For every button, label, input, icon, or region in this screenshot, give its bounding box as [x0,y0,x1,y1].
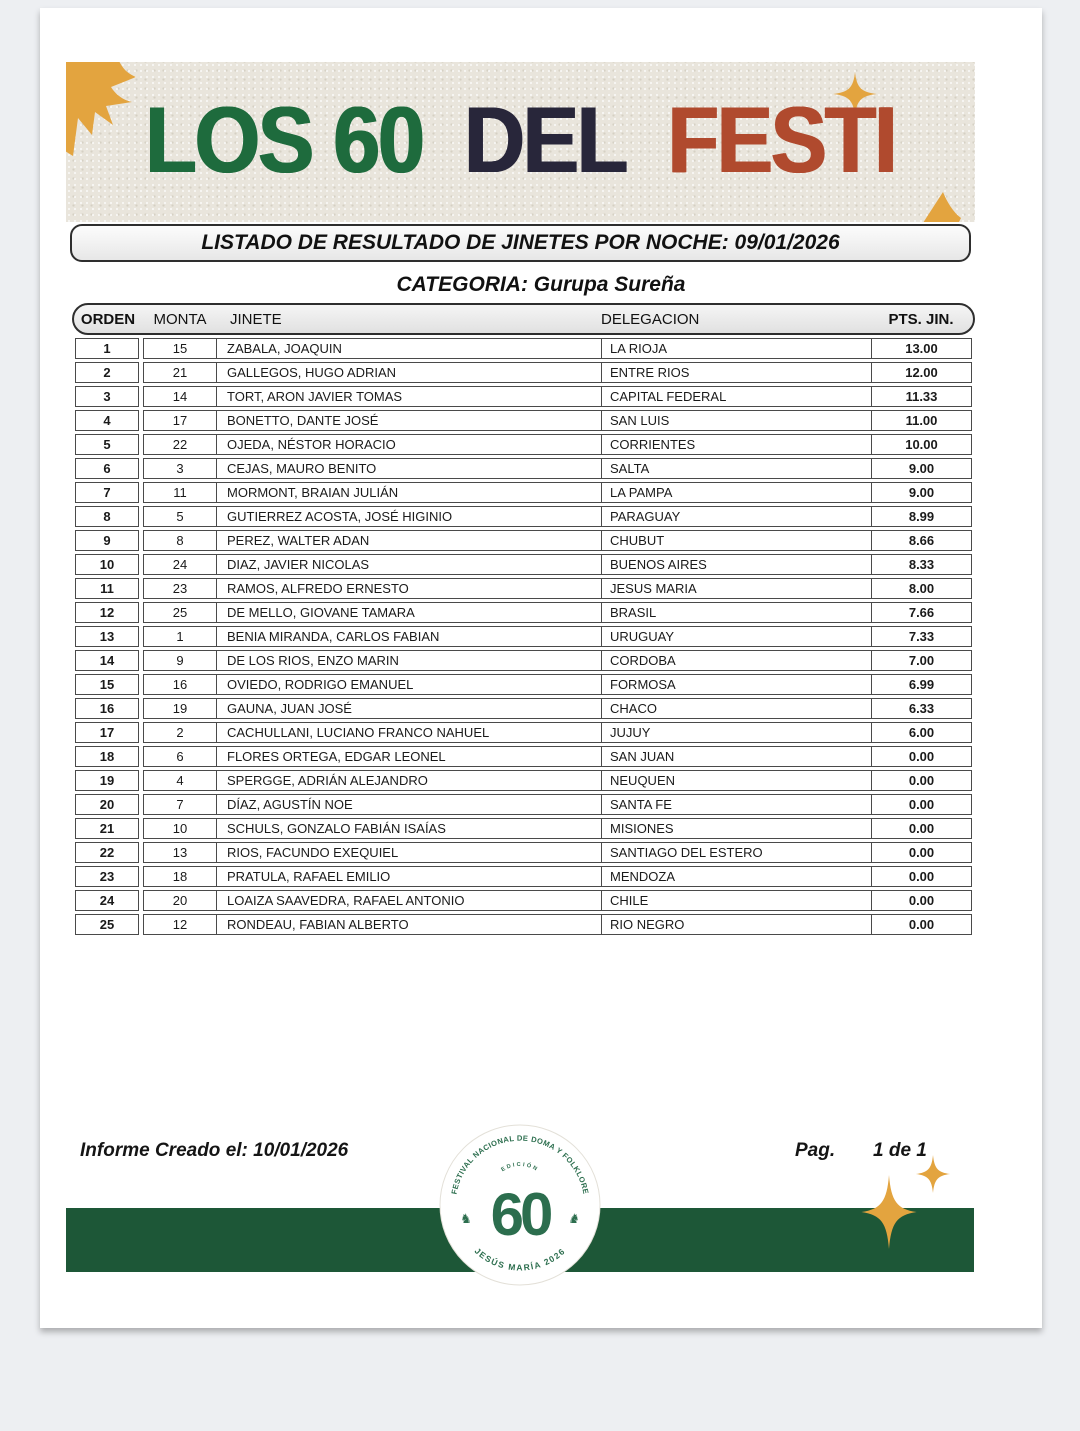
cell-monta: 13 [172,845,188,860]
cell-orden: 21 [75,818,139,839]
cell-orden: 5 [75,434,139,455]
table-row [75,890,972,911]
cell-pts-jin: 6.00 [871,723,971,742]
cell-delegacion: CHACO [601,699,871,718]
cell-pts-jin: 11.00 [871,411,971,430]
category-line: CATEGORIA: Gurupa Sureña [396,273,686,296]
cell-monta: 4 [176,773,184,788]
cell-orden: 15 [75,674,139,695]
cell-monta: 17 [172,413,188,428]
row-group [143,434,972,455]
cell-pts-jin: 0.00 [871,795,971,814]
table-row [75,842,972,863]
cell-monta: 14 [172,389,188,404]
row-group [143,362,972,383]
cell-pts-jin: 8.33 [871,555,971,574]
cell-jinete: RAMOS, ALFREDO ERNESTO [216,579,601,598]
cell-jinete: CEJAS, MAURO BENITO [216,459,601,478]
cell-jinete: BENIA MIRANDA, CARLOS FABIAN [216,627,601,646]
table-row [75,410,972,431]
cell-jinete: DÍAZ, AGUSTÍN NOE [216,795,601,814]
cell-jinete: SPERGGE, ADRIÁN ALEJANDRO [216,771,601,790]
cell-delegacion: URUGUAY [601,627,871,646]
cell-orden: 20 [75,794,139,815]
cell-jinete: MORMONT, BRAIAN JULIÁN [216,483,601,502]
cell-jinete: PEREZ, WALTER ADAN [216,531,601,550]
cell-monta: 8 [176,533,184,548]
cell-orden: 16 [75,698,139,719]
row-group [143,506,972,527]
cell-orden: 12 [75,602,139,623]
cell-jinete: RIOS, FACUNDO EXEQUIEL [216,843,601,862]
report-subtitle: LISTADO DE RESULTADO DE JINETES POR NOCHE: 09/01/2026 [201,231,840,254]
cell-monta: 25 [172,605,188,620]
table-row [75,530,972,551]
cell-delegacion: LA RIOJA [601,339,871,358]
table-row [75,698,972,719]
cell-orden: 9 [75,530,139,551]
title-festi: FESTI [667,86,896,193]
cell-monta: 18 [172,869,188,884]
cell-jinete: DE MELLO, GIOVANE TAMARA [216,603,601,622]
cell-monta: 11 [173,485,187,500]
cell-monta: 15 [172,341,188,356]
cell-pts-jin: 12.00 [871,363,971,382]
table-row [75,362,972,383]
cell-pts-jin: 0.00 [871,819,971,838]
report-subtitle-box [70,224,971,262]
table-row [75,818,972,839]
column-header-pts-jin: PTS. JIN. [888,310,954,328]
cell-jinete: CACHULLANI, LUCIANO FRANCO NAHUEL [216,723,601,742]
table-row [75,482,972,503]
cell-delegacion: FORMOSA [601,675,871,694]
cell-delegacion: JESUS MARIA [601,579,871,598]
cell-orden: 1 [75,338,139,359]
cell-jinete: TORT, ARON JAVIER TOMAS [216,387,601,406]
cell-monta: 10 [172,821,188,836]
cell-pts-jin: 9.00 [871,483,971,502]
cell-delegacion: MENDOZA [601,867,871,886]
table-row [75,458,972,479]
cell-jinete: OJEDA, NÉSTOR HORACIO [216,435,601,454]
cell-jinete: SCHULS, GONZALO FABIÁN ISAÍAS [216,819,601,838]
table-row [75,914,972,935]
cell-delegacion: SANTA FE [601,795,871,814]
row-group [143,410,972,431]
table-row [75,578,972,599]
row-group [143,698,972,719]
row-group [143,626,972,647]
cell-delegacion: LA PAMPA [601,483,871,502]
column-header-monta: MONTA [153,310,207,328]
row-group [143,674,972,695]
row-group [143,890,972,911]
cell-orden: 19 [75,770,139,791]
cell-pts-jin: 8.66 [871,531,971,550]
row-group [143,338,972,359]
cell-delegacion: SAN LUIS [601,411,871,430]
table-row [75,650,972,671]
table-row [75,434,972,455]
column-header-jinete: JINETE [230,310,282,328]
cell-orden: 13 [75,626,139,647]
row-group [143,458,972,479]
cell-jinete: FLORES ORTEGA, EDGAR LEONEL [216,747,601,766]
cell-delegacion: CORDOBA [601,651,871,670]
cell-delegacion: BRASIL [601,603,871,622]
cell-jinete: DE LOS RIOS, ENZO MARIN [216,651,601,670]
row-group [143,554,972,575]
cell-orden: 25 [75,914,139,935]
cell-pts-jin: 7.66 [871,603,971,622]
cell-jinete: ZABALA, JOAQUIN [216,339,601,358]
cell-delegacion: RIO NEGRO [601,915,871,934]
row-group [143,818,972,839]
table-row [75,506,972,527]
table-row [75,338,972,359]
cell-monta: 19 [172,701,188,716]
corner-decoration-icon [917,192,961,222]
row-group [143,578,972,599]
results-table [72,303,975,938]
report-created-date: Informe Creado el: 10/01/2026 [80,1140,349,1161]
row-group [143,914,972,935]
cell-orden: 2 [75,362,139,383]
table-row [75,626,972,647]
cell-orden: 11 [75,578,139,599]
cell-delegacion: ENTRE RIOS [601,363,871,382]
cell-monta: 1 [176,629,184,644]
cell-jinete: DIAZ, JAVIER NICOLAS [216,555,601,574]
cell-monta: 5 [176,509,184,524]
page-number-label: Pag. [795,1140,836,1161]
cell-pts-jin: 6.33 [871,699,971,718]
page-title [66,86,975,195]
row-group [143,602,972,623]
cell-pts-jin: 0.00 [871,771,971,790]
column-header-orden: ORDEN [80,310,136,328]
horse-rider-icon: ♞ [568,1211,580,1226]
cell-orden: 3 [75,386,139,407]
cell-jinete: GUTIERREZ ACOSTA, JOSÉ HIGINIO [216,507,601,526]
cell-monta: 20 [172,893,188,908]
cell-orden: 18 [75,746,139,767]
cell-delegacion: SAN JUAN [601,747,871,766]
festival-banner [66,62,975,222]
table-row [75,746,972,767]
cell-delegacion: CHILE [601,891,871,910]
cell-delegacion: BUENOS AIRES [601,555,871,574]
logo-arc-bottom-text: JESÚS MARÍA 2026 [472,1245,568,1273]
cell-jinete: BONETTO, DANTE JOSÉ [216,411,601,430]
row-group [143,866,972,887]
logo-arc-top-text: FESTIVAL NACIONAL DE DOMA Y FOLKLORE [449,1133,591,1196]
cell-jinete: PRATULA, RAFAEL EMILIO [216,867,601,886]
logo-edition-text: EDICIÓN [500,1161,540,1174]
cell-pts-jin: 7.00 [871,651,971,670]
cell-delegacion: CORRIENTES [601,435,871,454]
cell-pts-jin: 0.00 [871,891,971,910]
table-row [75,794,972,815]
row-group [143,482,972,503]
cell-pts-jin: 13.00 [871,339,971,358]
cell-delegacion: JUJUY [601,723,871,742]
cell-pts-jin: 0.00 [871,915,971,934]
cell-orden: 6 [75,458,139,479]
cell-pts-jin: 8.00 [871,579,971,598]
table-row [75,866,972,887]
row-group [143,386,972,407]
cell-delegacion: SALTA [601,459,871,478]
title-los-60: LOS 60 [145,86,423,193]
row-group [143,530,972,551]
cell-jinete: OVIEDO, RODRIGO EMANUEL [216,675,601,694]
cell-pts-jin: 9.00 [871,459,971,478]
cell-jinete: GAUNA, JUAN JOSÉ [216,699,601,718]
cell-orden: 10 [75,554,139,575]
cell-pts-jin: 7.33 [871,627,971,646]
row-group [143,770,972,791]
cell-orden: 24 [75,890,139,911]
cell-delegacion: CAPITAL FEDERAL [601,387,871,406]
cell-pts-jin: 0.00 [871,867,971,886]
cell-jinete: LOAIZA SAAVEDRA, RAFAEL ANTONIO [216,891,601,910]
cell-delegacion: SANTIAGO DEL ESTERO [601,843,871,862]
cell-monta: 16 [172,677,188,692]
cell-orden: 4 [75,410,139,431]
cell-monta: 3 [176,461,184,476]
cell-monta: 2 [176,725,184,740]
cell-monta: 23 [172,581,188,596]
cell-orden: 7 [75,482,139,503]
cell-jinete: GALLEGOS, HUGO ADRIAN [216,363,601,382]
table-row [75,674,972,695]
cell-monta: 24 [172,557,188,572]
column-header-delegacion: DELEGACION [601,310,700,328]
cell-monta: 6 [176,749,184,764]
title-del: DEL [464,86,627,193]
report-page [40,8,1042,1328]
table-row [75,770,972,791]
table-row [75,554,972,575]
cell-delegacion: CHUBUT [601,531,871,550]
cell-orden: 14 [75,650,139,671]
cell-orden: 17 [75,722,139,743]
table-row [75,386,972,407]
page-number-value: 1 de 1 [873,1140,927,1161]
table-header [72,303,975,335]
cell-pts-jin: 8.99 [871,507,971,526]
results-rows [75,338,972,935]
row-group [143,722,972,743]
cell-orden: 22 [75,842,139,863]
row-group [143,842,972,863]
cell-monta: 7 [176,797,184,812]
cell-pts-jin: 11.33 [871,387,971,406]
cell-orden: 8 [75,506,139,527]
sparkle-icon [915,1154,951,1194]
festival-logo [439,1124,601,1286]
cell-pts-jin: 0.00 [871,747,971,766]
cell-delegacion: NEUQUEN [601,771,871,790]
row-group [143,650,972,671]
cell-monta: 22 [172,437,188,452]
sparkle-icon [860,1173,918,1251]
cell-pts-jin: 0.00 [871,843,971,862]
cell-pts-jin: 6.99 [871,675,971,694]
cell-monta: 9 [176,653,184,668]
cell-delegacion: MISIONES [601,819,871,838]
cell-orden: 23 [75,866,139,887]
cell-delegacion: PARAGUAY [601,507,871,526]
table-row [75,722,972,743]
row-group [143,746,972,767]
cell-pts-jin: 10.00 [871,435,971,454]
logo-60-number: 60 [490,1181,550,1248]
horse-rider-icon: ♞ [460,1211,472,1226]
cell-monta: 21 [172,365,188,380]
cell-jinete: RONDEAU, FABIAN ALBERTO [216,915,601,934]
table-row [75,602,972,623]
cell-monta: 12 [172,917,188,932]
row-group [143,794,972,815]
